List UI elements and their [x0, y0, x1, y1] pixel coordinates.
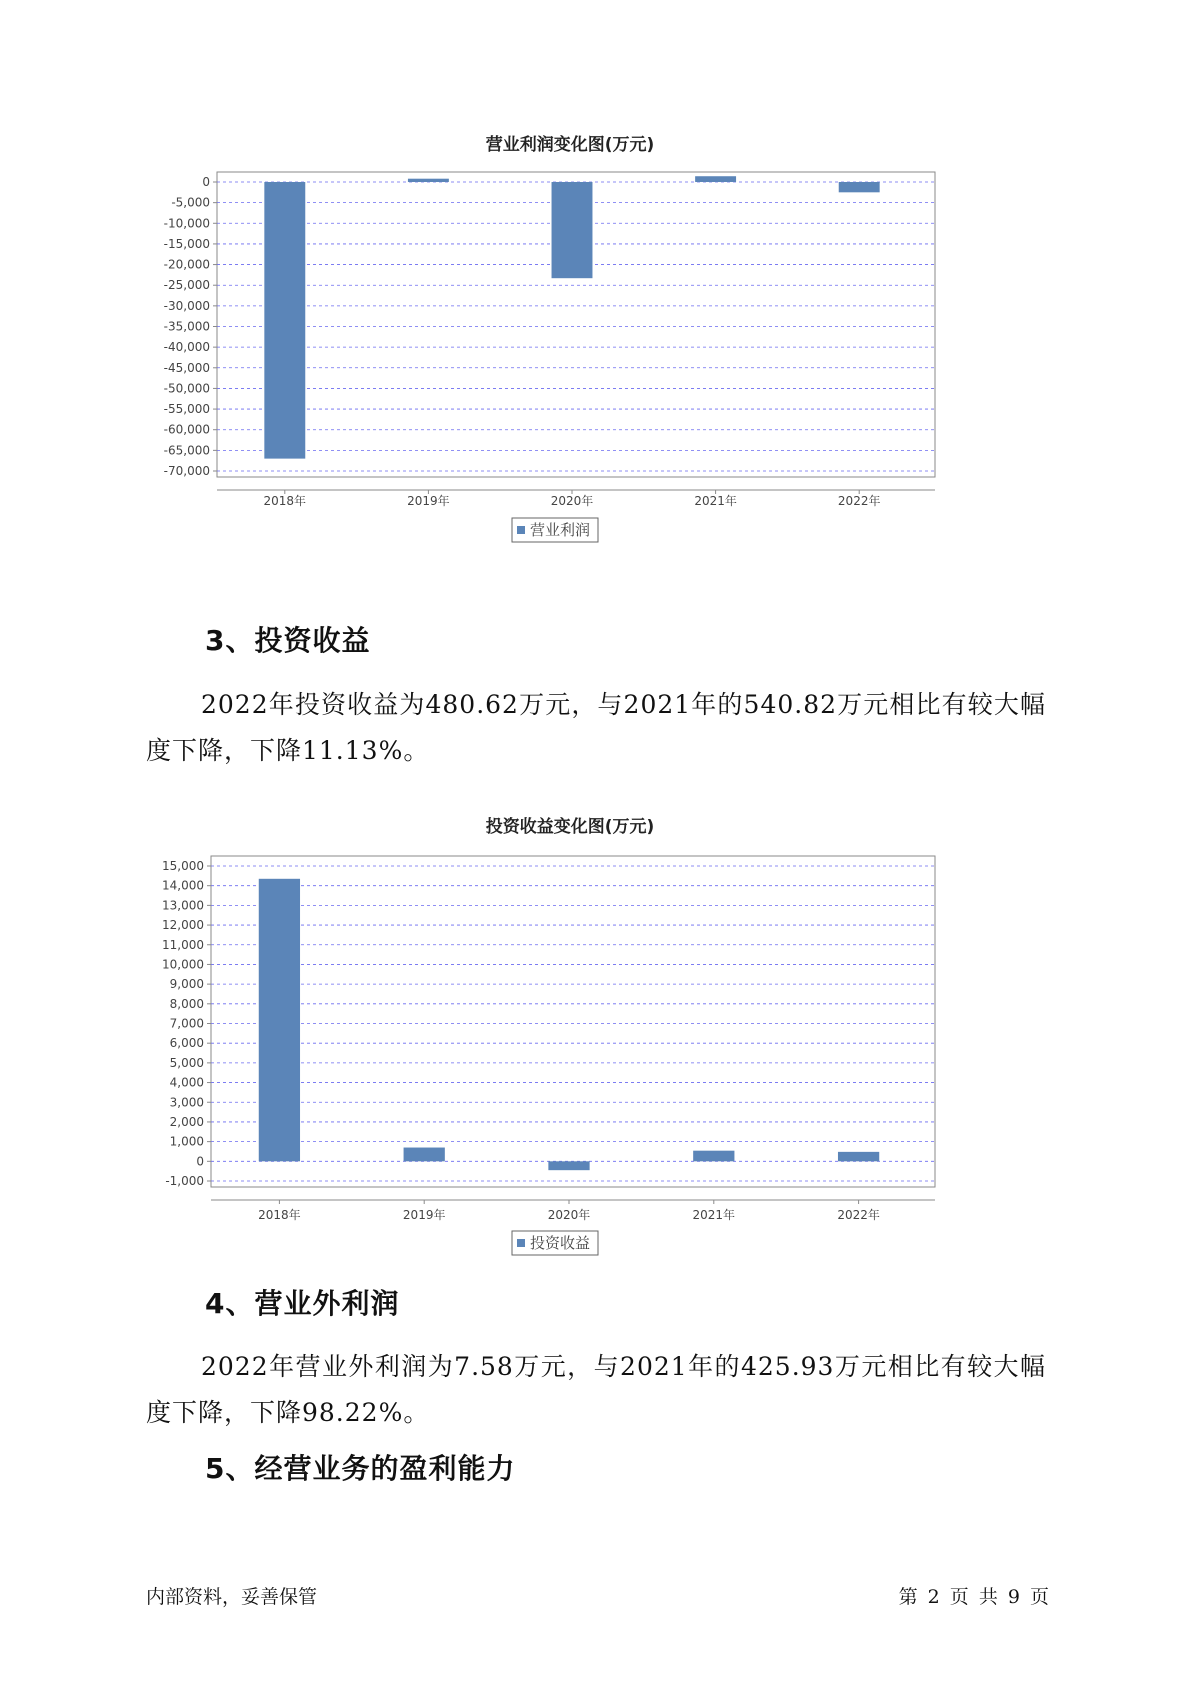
y-tick-label: 11,000	[162, 937, 204, 952]
y-tick-label: 13,000	[162, 898, 204, 913]
y-tick-label: 1,000	[169, 1134, 204, 1149]
legend-swatch	[517, 1239, 525, 1247]
bar	[548, 1161, 589, 1170]
x-tick-label: 2022年	[837, 1208, 880, 1222]
chart-legend	[512, 518, 598, 542]
y-tick-label: -40,000	[163, 340, 210, 355]
y-tick-label: 6,000	[169, 1036, 204, 1051]
y-tick-label: -10,000	[163, 216, 210, 231]
section-paragraph-investment-income: 2022年投资收益为480.62万元，与2021年的540.82万元相比有较大幅度下降，下降11.13%。	[146, 690, 1046, 765]
y-tick-label: 7,000	[169, 1016, 204, 1031]
chart-legend	[512, 1231, 598, 1255]
y-tick-label: -15,000	[163, 236, 210, 251]
y-tick-label: -60,000	[163, 422, 210, 437]
bar	[838, 1152, 879, 1161]
x-tick-label: 2019年	[402, 1208, 446, 1222]
x-tick-label: 2021年	[694, 494, 737, 508]
y-tick-label: -20,000	[163, 257, 210, 272]
section-heading-non-operating-profit: 4、营业外利润	[205, 1287, 400, 1320]
y-tick-label: -50,000	[163, 381, 210, 396]
legend-swatch	[517, 526, 525, 534]
x-tick-label: 2018年	[263, 494, 307, 508]
y-tick-label: 0	[202, 175, 210, 189]
x-tick-label: 2018年	[258, 1208, 301, 1222]
y-tick-label: -1,000	[165, 1174, 204, 1188]
chart-title: 投资收益变化图(万元)	[485, 817, 655, 837]
y-tick-label: -25,000	[163, 278, 210, 293]
x-tick-label: 2020年	[547, 1208, 591, 1222]
y-tick-label: 0	[196, 1154, 204, 1169]
section-heading-investment-income: 3、投资收益	[205, 624, 371, 657]
y-tick-label: -45,000	[163, 360, 210, 375]
bar	[404, 1148, 445, 1162]
legend-label: 营业利润	[530, 521, 591, 539]
bar	[408, 179, 449, 182]
x-tick-label: 2019年	[407, 494, 450, 508]
x-tick-label: 2022年	[837, 494, 881, 508]
investment-income-chart	[160, 800, 1020, 1252]
y-tick-label: -65,000	[163, 443, 210, 458]
y-tick-label: -55,000	[163, 402, 210, 417]
y-tick-label: 5,000	[169, 1055, 204, 1070]
section-paragraph-non-operating-profit: 2022年营业外利润为7.58万元，与2021年的425.93万元相比有较大幅度下降，下降98.22%。	[146, 1352, 1046, 1427]
bar	[552, 182, 593, 278]
bar	[693, 1151, 734, 1162]
bar	[264, 182, 305, 459]
y-tick-label: 12,000	[162, 918, 204, 933]
y-tick-label: 4,000	[169, 1075, 204, 1090]
x-tick-label: 2021年	[692, 1208, 736, 1222]
x-tick-label: 2020年	[550, 494, 594, 508]
y-tick-label: -30,000	[163, 298, 210, 313]
y-tick-label: 10,000	[162, 957, 204, 972]
y-tick-label: 3,000	[169, 1095, 204, 1110]
bar	[259, 879, 300, 1162]
chart-svg	[160, 800, 1020, 1252]
y-tick-label: -35,000	[163, 319, 210, 334]
y-tick-label: 8,000	[169, 996, 204, 1011]
chart-svg	[160, 128, 1020, 558]
y-tick-label: 14,000	[162, 878, 204, 893]
legend-label: 投资收益	[530, 1234, 591, 1252]
footer-confidential-note: 内部资料，妥善保管	[146, 1586, 318, 1608]
bar	[695, 176, 736, 182]
footer-page-number: 第 2 页 共 9 页	[898, 1586, 1051, 1608]
chart-title: 营业利润变化图(万元)	[485, 135, 655, 155]
section-heading-profitability: 5、经营业务的盈利能力	[205, 1452, 516, 1485]
bar	[839, 182, 880, 192]
y-tick-label: -5,000	[171, 195, 210, 210]
y-tick-label: 15,000	[162, 859, 204, 873]
y-tick-label: -70,000	[163, 464, 210, 478]
y-tick-label: 2,000	[169, 1114, 204, 1129]
y-tick-label: 9,000	[169, 977, 204, 992]
operating-profit-chart	[160, 128, 1020, 558]
